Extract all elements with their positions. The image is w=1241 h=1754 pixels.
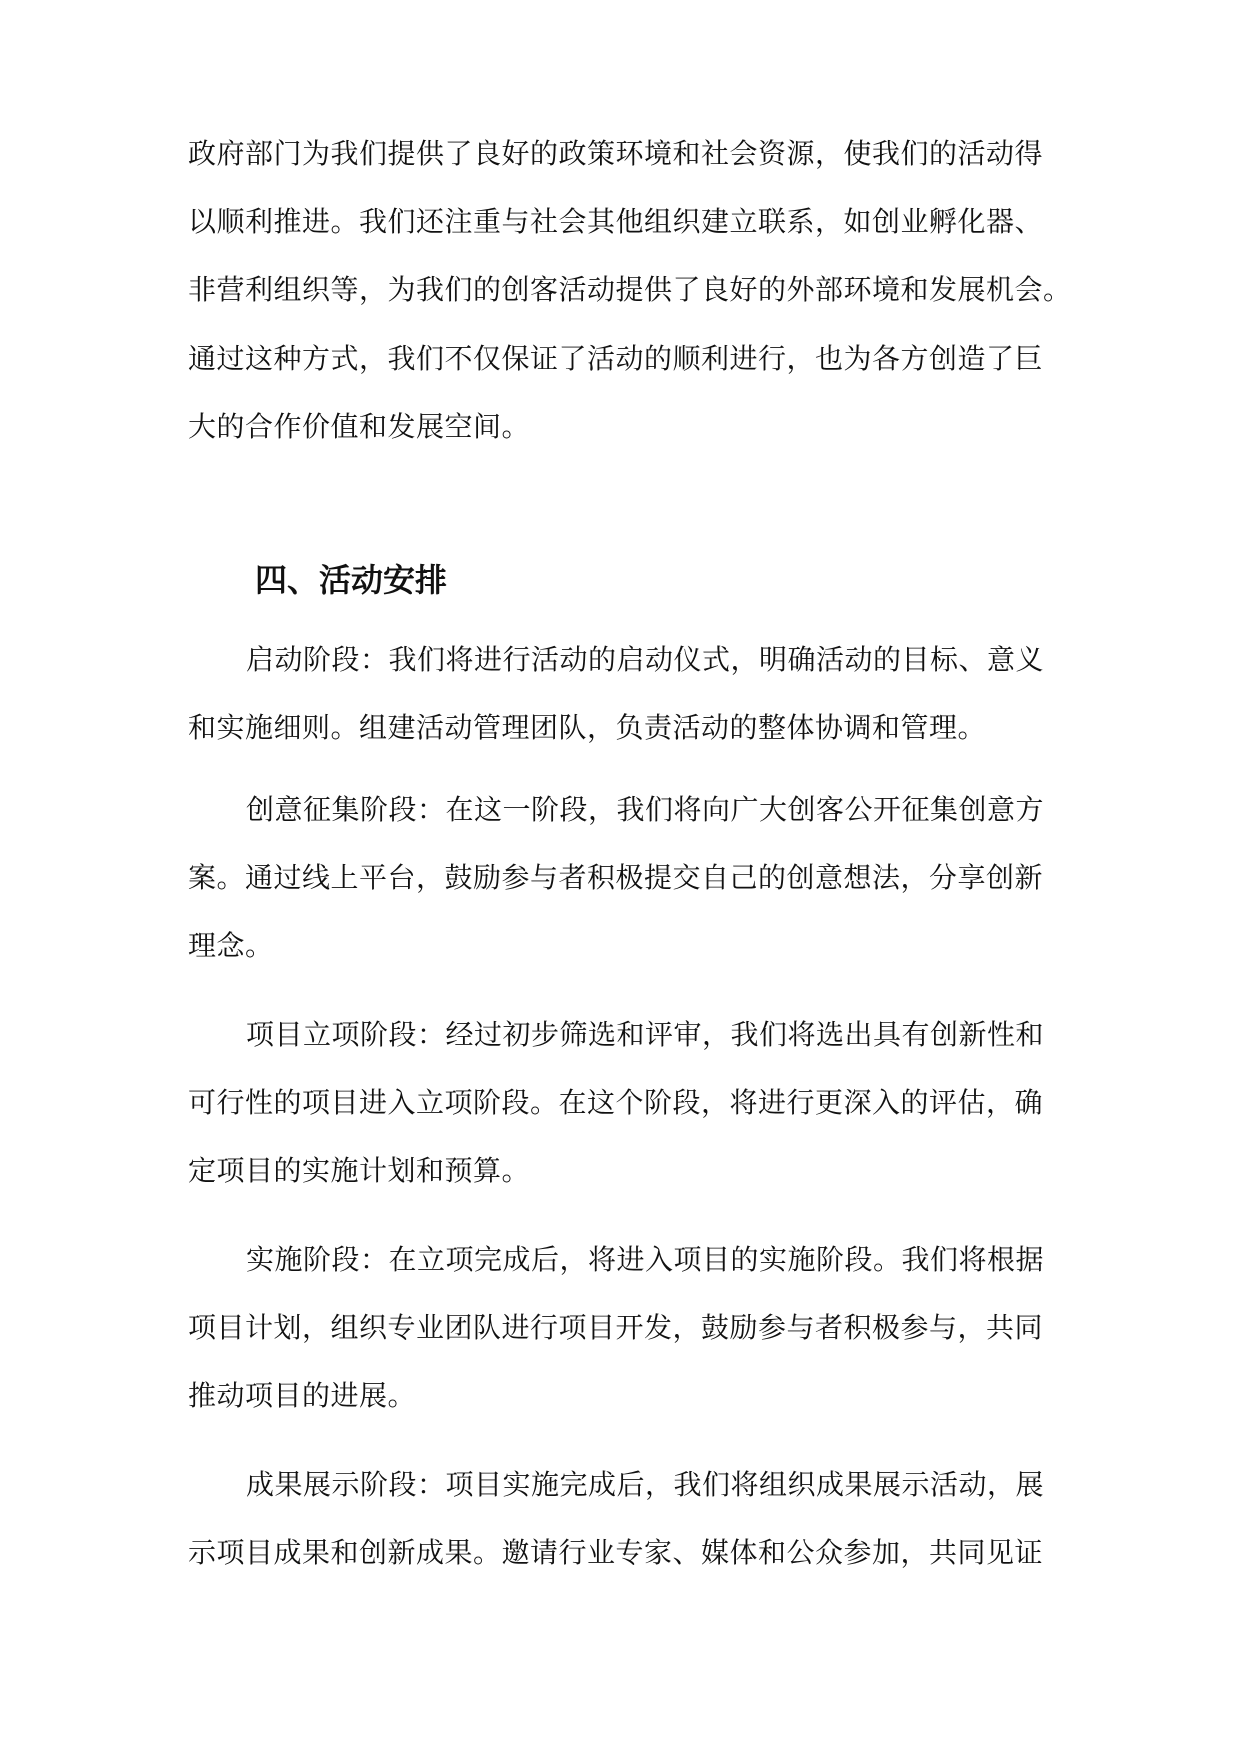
- phase-showcase-line: 示项目成果和创新成果。邀请行业专家、媒体和公众参加，共同见证: [188, 1536, 1044, 1569]
- phase-showcase-line: 成果展示阶段：项目实施完成后，我们将组织成果展示活动，展: [246, 1468, 1045, 1501]
- paragraph-line: 以顺利推进。我们还注重与社会其他组织建立联系，如创业孵化器、: [188, 205, 1044, 238]
- phase-implementation-line: 推动项目的进展。: [188, 1379, 417, 1412]
- paragraph-line: 通过这种方式，我们不仅保证了活动的顺利进行，也为各方创造了巨: [188, 342, 1044, 375]
- phase-implementation-line: 实施阶段：在立项完成后，将进入项目的实施阶段。我们将根据: [246, 1243, 1045, 1276]
- phase-idea-line: 案。通过线上平台，鼓励参与者积极提交自己的创意想法，分享创新: [188, 861, 1044, 894]
- section-heading: 四、活动安排: [255, 561, 448, 599]
- phase-idea-line: 创意征集阶段：在这一阶段，我们将向广大创客公开征集创意方: [246, 793, 1045, 826]
- paragraph-line: 大的合作价值和发展空间。: [188, 410, 531, 443]
- phase-implementation-line: 项目计划，组织专业团队进行项目开发，鼓励参与者积极参与，共同: [188, 1311, 1044, 1344]
- phase-start-line: 和实施细则。组建活动管理团队，负责活动的整体协调和管理。: [188, 711, 987, 744]
- phase-start-line: 启动阶段：我们将进行活动的启动仪式，明确活动的目标、意义: [246, 643, 1045, 676]
- phase-approval-line: 可行性的项目进入立项阶段。在这个阶段，将进行更深入的评估，确: [188, 1086, 1044, 1119]
- paragraph-line: 非营利组织等，为我们的创客活动提供了良好的外部环境和发展机会。: [188, 273, 1072, 306]
- phase-approval-line: 项目立项阶段：经过初步筛选和评审，我们将选出具有创新性和: [246, 1018, 1045, 1051]
- phase-approval-line: 定项目的实施计划和预算。: [188, 1154, 531, 1187]
- phase-idea-line: 理念。: [188, 929, 274, 962]
- paragraph-line: 政府部门为我们提供了良好的政策环境和社会资源，使我们的活动得: [188, 137, 1044, 170]
